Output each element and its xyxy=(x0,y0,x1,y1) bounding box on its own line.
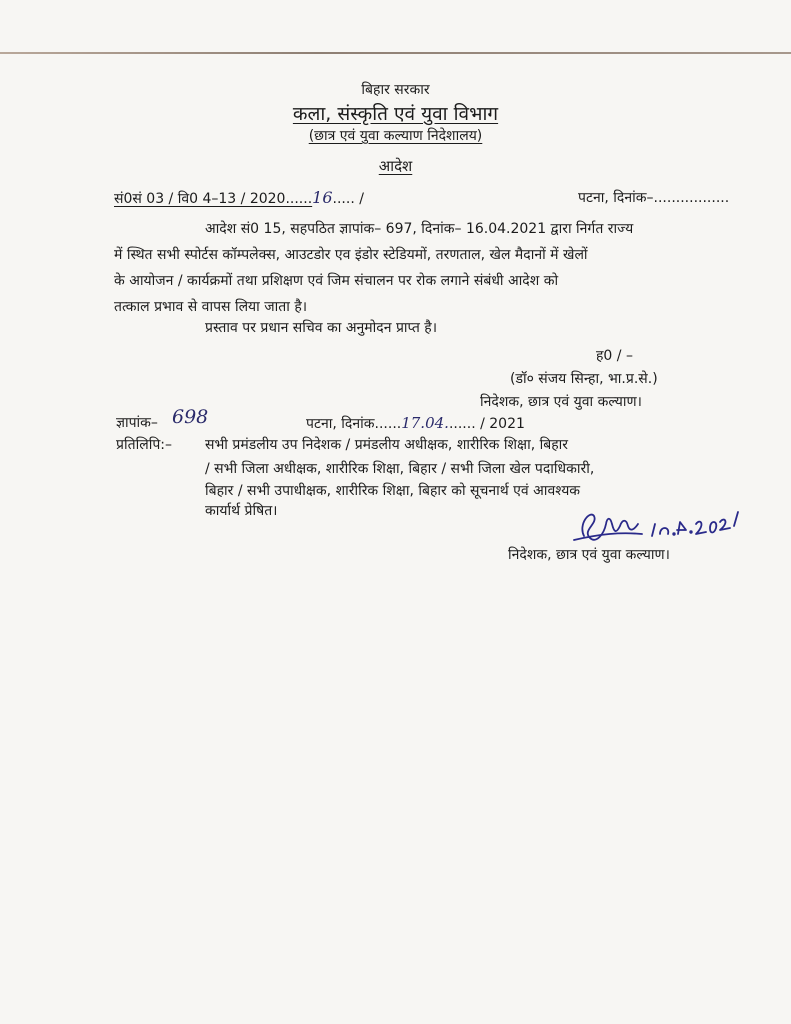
memo-label: ज्ञापांक– xyxy=(116,415,158,431)
body-line-5: प्रस्ताव पर प्रधान सचिव का अनुमोदन प्राप्त है। xyxy=(205,320,438,336)
signatory-name: (डॉ० संजय सिन्हा, भा.प्र.से.) xyxy=(510,371,658,387)
memo-date-suffix: ...... / 2021 xyxy=(448,416,525,432)
memo-date-prefix: पटना, दिनांक...... xyxy=(306,416,402,432)
reference-suffix: ..... / xyxy=(332,191,364,207)
copy-line-3: बिहार / सभी उपाधीक्षक, शारीरिक शिक्षा, बिहार को सूचनार्थ एवं आवश्यक xyxy=(205,483,581,499)
body-line-1: आदेश सं0 15, सहपठित ज्ञापांक– 697, दिनांक– 16.04.2021 द्वारा निर्गत राज्य xyxy=(205,221,634,237)
reference-handwritten-number: 16 xyxy=(312,188,333,207)
order-title: आदेश xyxy=(378,157,413,175)
department-name: कला, संस्कृति एवं युवा विभाग xyxy=(292,103,499,125)
body-line-3: के आयोजन / कार्यक्रमों तथा प्रशिक्षण एवं जिम संचालन पर रोक लगाने संबंधी आदेश को xyxy=(114,273,559,289)
copy-line-2: / सभी जिला अधीक्षक, शारीरिक शिक्षा, बिहार / सभी जिला खेल पदाधिकारी, xyxy=(205,461,595,477)
body-line-4: तत्काल प्रभाव से वापस लिया जाता है। xyxy=(114,299,308,315)
signed-mark: ह0 / – xyxy=(596,348,633,364)
signatory-designation: निदेशक, छात्र एवं युवा कल्याण। xyxy=(480,394,642,410)
copy-label: प्रतिलिपि:– xyxy=(116,437,172,453)
reference-number xyxy=(114,188,364,208)
directorate-name: (छात्र एवं युवा कल्याण निदेशालय) xyxy=(308,128,483,144)
body-line-2: में स्थित सभी स्पोर्टस कॉम्पलेक्स, आउटडोर एव इंडोर स्टेडियमों, तरणताल, खेल मैदानों में खेलों xyxy=(114,247,588,263)
government-name: बिहार सरकार xyxy=(361,82,430,98)
reference-place-date: पटना, दिनांक–................. xyxy=(578,190,730,206)
page-top-rule xyxy=(0,52,791,54)
copy-line-4: कार्यार्थ प्रेषित। xyxy=(205,503,278,519)
memo-handwritten-number: 698 xyxy=(172,406,209,428)
footer-designation: निदेशक, छात्र एवं युवा कल्याण। xyxy=(508,547,670,563)
copy-line-1: सभी प्रमंडलीय उप निदेशक / प्रमंडलीय अधीक्षक, शारीरिक शिक्षा, बिहार xyxy=(205,437,568,453)
memo-handwritten-date: 17.04. xyxy=(401,414,449,432)
reference-prefix: सं0सं 03 / वि0 4–13 / 2020...... xyxy=(114,191,313,207)
